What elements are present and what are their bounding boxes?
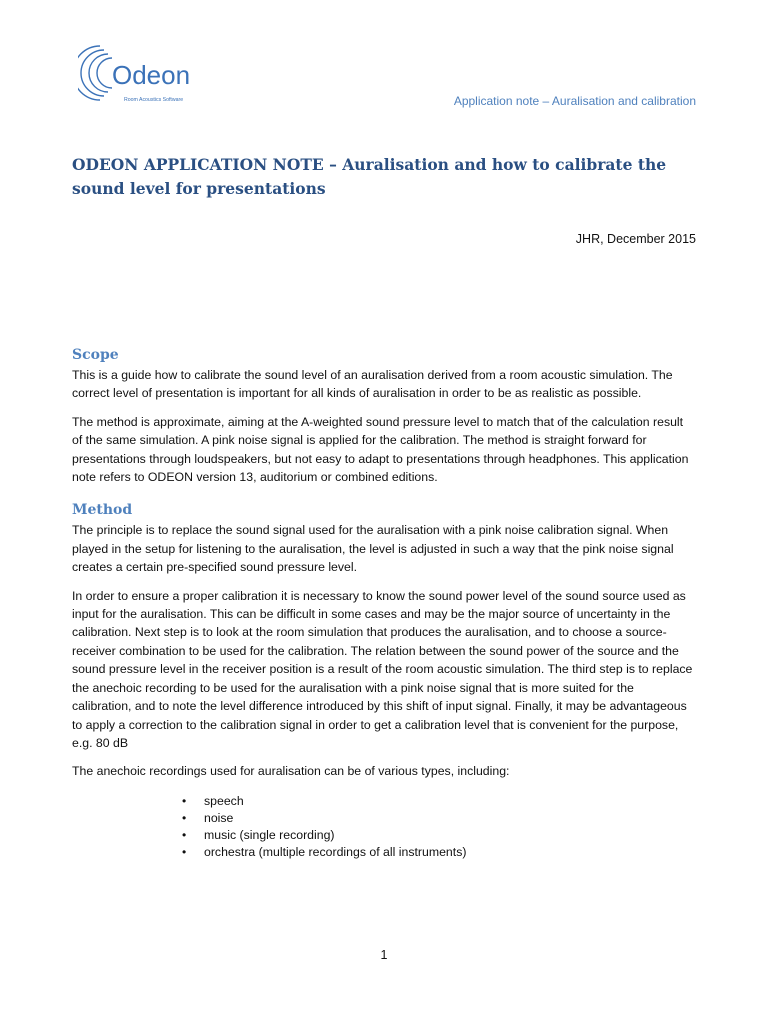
list-item: • orchestra (multiple recordings of all instruments) xyxy=(182,844,467,859)
page-number: 1 xyxy=(380,948,388,962)
bullet-icon: • xyxy=(182,827,187,842)
method-paragraph: The anechoic recordings used for auralisation can be of various types, including: xyxy=(72,764,510,779)
header-note: Application note – Auralisation and calibration xyxy=(453,94,696,108)
list-item: • noise xyxy=(182,810,234,825)
document-title: ODEON APPLICATION NOTE – Auralisation and how to calibrate the sound level for presentations xyxy=(72,155,667,198)
document-body xyxy=(72,345,696,861)
section-heading-scope: Scope xyxy=(72,347,119,363)
section-heading-method: Method xyxy=(72,502,133,519)
list-item: • music (single recording) xyxy=(182,827,335,842)
list-item: • speech xyxy=(182,793,244,808)
logo-tagline: Room Acoustics Software xyxy=(124,97,184,103)
bullet-icon: • xyxy=(182,793,187,808)
logo-wordmark: Odeon xyxy=(112,60,191,90)
scope-paragraph: The method is approximate, aiming at the A-weighted sound pressure level to match that of the calculation result of the same simulation. A pink noise signal is applied for the calibration. The method is straight forward for presentations through loudspeakers, but not easy to adapt to presentations through headphones. This application note refers to ODEON version 13, auditorium or combined editions. xyxy=(72,414,689,485)
method-paragraph: The principle is to replace the sound signal used for the auralisation with a pink noise calibration signal. When played in the setup for listening to the auralisation, the level is adjusted in such a way that the pink noise signal creates a certain pre-specified sound pressure level. xyxy=(72,523,674,575)
odeon-logo xyxy=(78,40,200,106)
author-date: JHR, December 2015 xyxy=(575,232,696,246)
scope-paragraph: This is a guide how to calibrate the sound level of an auralisation derived from a room acoustic simulation. The correct level of presentation is important for all kinds of auralisation in order to be as realistic as possible. xyxy=(72,368,673,401)
bullet-icon: • xyxy=(182,810,187,825)
bullet-icon: • xyxy=(182,844,187,859)
method-paragraph: In order to ensure a proper calibration it is necessary to know the sound power level of the sound source used as input for the auralisation. This can be difficult in some cases and may be the major source of uncertainty in the calibration. Next step is to look at the room simulation that produces the auralisation, and to choose a source-receiver combination to be used for the calibration. The relation between the sound power of the source and the sound pressure level in the receiver position is a result of the room acoustic simulation. The third step is to replace the anechoic recording to be used for the auralisation with a pink noise signal that is more suited for the calibration, and to note the level difference introduced by this shift of input signal. Finally, it may be advantageous to apply a correction to the calibration signal in order to get a calibration level that is convenient for the purpose, e.g. 80 dB xyxy=(72,588,693,750)
recording-types-list xyxy=(72,793,696,861)
